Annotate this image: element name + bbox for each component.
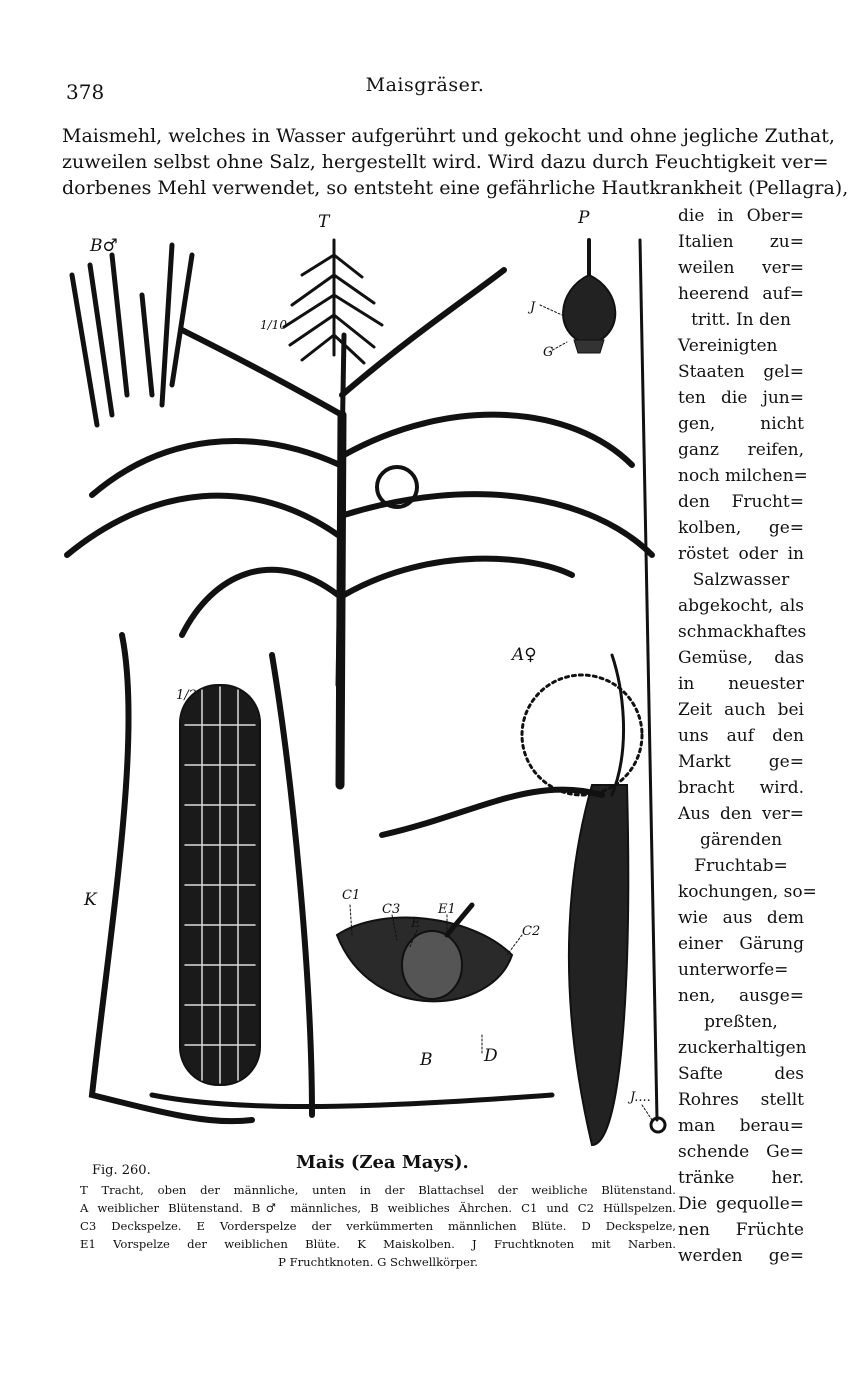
label-C1: C1 xyxy=(342,888,361,903)
caption-line: E1 Vorspelze der weiblichen Blüte. K Maiskolben. J Fruchtknoten mit Narben. xyxy=(80,1237,676,1251)
side-column-line: den Frucht= xyxy=(678,492,804,512)
side-column-line: abgekocht, als xyxy=(678,596,804,616)
side-column-line: werden ge= xyxy=(678,1246,804,1266)
figure-title: Mais (Zea Mays). xyxy=(296,1152,469,1173)
corn-cob-illustration xyxy=(92,635,552,1121)
body-line: dorbenes Mehl verwendet, so entsteht eine gefährliche Hautkrankheit (Pellagra), xyxy=(62,177,849,199)
side-column-line: Fruchtab= xyxy=(694,856,788,876)
side-column-line: Die gequolle= xyxy=(678,1194,804,1214)
ovary-illustration xyxy=(563,240,615,353)
side-column-line: kolben, ge= xyxy=(678,518,804,538)
label-E1: E1 xyxy=(438,902,456,917)
label-P: P xyxy=(578,208,590,228)
side-column-line: man berau= xyxy=(678,1116,804,1136)
label-A-female: A♀ xyxy=(512,645,537,665)
caption-line: C3 Deckspelze. E Vorderspelze der verkümmerten männlichen Blüte. D Deckspelze, xyxy=(80,1219,676,1233)
side-column-line: Italien zu= xyxy=(678,232,804,252)
side-column-line: Zeit auch bei xyxy=(678,700,804,720)
label-B-female: B xyxy=(420,1050,433,1070)
side-column-line: nen, ausge= xyxy=(678,986,804,1006)
side-column-line: Markt ge= xyxy=(678,752,804,772)
caption-line: T Tracht, oben der männliche, unten in der Blattachsel der weibliche Blütenstand. xyxy=(80,1183,676,1197)
side-column-line: preßten, xyxy=(704,1012,778,1032)
side-column-line: Aus den ver= xyxy=(678,804,804,824)
caption-line: A weiblicher Blütenstand. B♂ männliches, B weibliches Ährchen. C1 und C2 Hüllspelzen. xyxy=(80,1201,676,1215)
side-column-line: die in Ober= xyxy=(678,206,804,226)
page-number: 378 xyxy=(66,80,105,104)
tassel-illustration xyxy=(284,240,382,363)
label-C2: C2 xyxy=(522,924,541,939)
figure-caption xyxy=(80,1181,676,1271)
side-column-line: wie aus dem xyxy=(678,908,804,928)
label-K: K xyxy=(84,890,97,910)
side-column-line: uns auf den xyxy=(678,726,804,746)
male-spikelet-illustration xyxy=(72,245,192,425)
side-column-line: nen Früchte xyxy=(678,1220,804,1240)
side-column-line: Safte des xyxy=(678,1064,804,1084)
side-column-line: einer Gärung xyxy=(678,934,804,954)
label-G: G xyxy=(543,345,554,360)
side-column-line: Vereinigten xyxy=(678,336,778,356)
side-column-line: tränke her. xyxy=(678,1168,804,1188)
running-head: Maisgräser. xyxy=(365,74,485,96)
side-column-line: zuckerhaltigen xyxy=(678,1038,807,1058)
female-inflorescence-illustration xyxy=(382,655,642,1145)
side-column-line: schmackhaftes xyxy=(678,622,807,642)
label-E: E xyxy=(411,916,421,931)
label-J-top: J xyxy=(530,300,536,315)
side-column-line: in neuester xyxy=(678,674,804,694)
side-column-line: ten die jun= xyxy=(678,388,804,408)
side-column-line: Rohres stellt xyxy=(678,1090,804,1110)
label-T: T xyxy=(318,212,330,232)
female-spikelet-illustration xyxy=(337,905,512,1001)
side-column-line: schende Ge= xyxy=(678,1142,804,1162)
body-line: zuweilen selbst ohne Salz, hergestellt wird. Wird dazu durch Feuchtigkeit ver= xyxy=(62,151,829,173)
stigma-thread xyxy=(640,240,657,1120)
side-column-line: röstet oder in xyxy=(678,544,804,564)
side-column xyxy=(678,203,817,1269)
side-column-line: unterworfe= xyxy=(678,960,789,980)
side-column-line: bracht wird. xyxy=(678,778,804,798)
side-column-line: weilen ver= xyxy=(678,258,804,278)
label-D: D xyxy=(484,1046,498,1066)
side-column-line: heerend auf= xyxy=(678,284,804,304)
label-C3: C3 xyxy=(382,902,401,917)
botanical-plate xyxy=(52,215,672,1160)
label-B-male: B♂ xyxy=(90,236,118,256)
side-column-line: tritt. In den xyxy=(691,310,791,330)
side-column-line: Staaten gel= xyxy=(678,362,804,382)
side-column-line: ganz reifen, xyxy=(678,440,804,460)
side-column-line: noch milchen= xyxy=(678,466,808,486)
side-column-line: gärenden xyxy=(699,830,783,850)
caption-line: P Fruchtknoten. G Schwellkörper. xyxy=(278,1255,478,1269)
body-line: Maismehl, welches in Wasser aufgerührt und gekocht und ohne jegliche Zuthat, xyxy=(62,125,835,147)
label-scale-one-tenth: 1/10 xyxy=(260,318,287,332)
side-column-line: kochungen, so= xyxy=(678,882,817,902)
figure-number: Fig. 260. xyxy=(92,1163,151,1178)
label-scale-half: 1/2 xyxy=(176,688,197,703)
side-column-line: Salzwasser xyxy=(692,570,790,590)
side-column-line: gen, nicht xyxy=(678,414,804,434)
side-column-line: Gemüse, das xyxy=(678,648,804,668)
label-J-bottom: J.... xyxy=(630,1090,651,1105)
